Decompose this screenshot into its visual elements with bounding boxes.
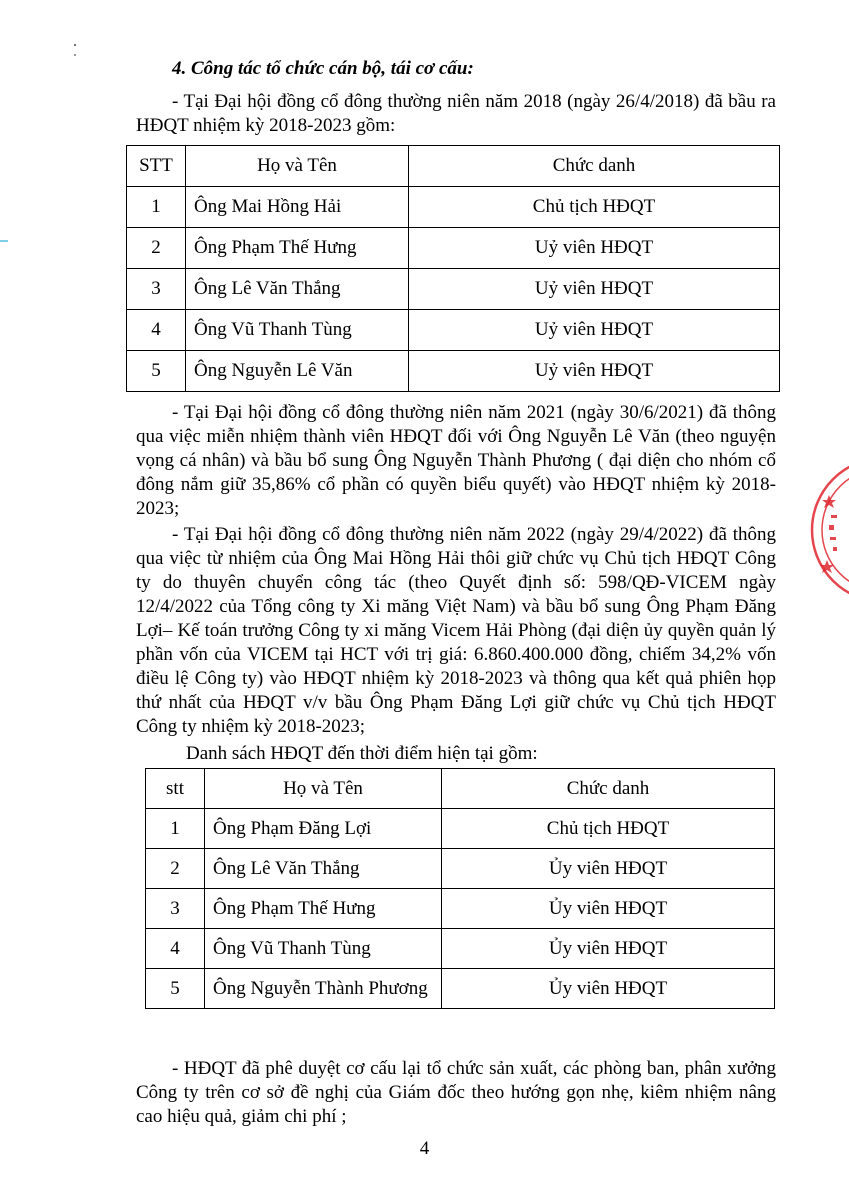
paragraph-2022-resignation: - Tại Đại hội đồng cổ đông thường niên năm 2022 (ngày 29/4/2022) đã thông qua việc từ nhiệm của Ông Mai Hồng Hải thôi giữ chức vụ Chủ tịch HĐQT Công ty do thuyên chuyển công tác (theo Quyết định số: 598/QĐ-VICEM ngày 12/4/2022 của Tổng công ty Xi măng Việt Nam) và bầu bổ sung Ông Phạm Đăng Lợi– Kế toán trưởng Công ty xi măng Vicem Hải Phòng (đại diện ủy quyền quản lý phần vốn của VICEM tại HCT với trị giá: 6.860.400.000 đồng, chiếm 34,2% vốn điều lệ Công ty) vào HĐQT nhiệm kỳ 2018-2023 và thông qua kết quả phiên họp thứ nhất của HĐQT v/v bầu Ông Phạm Đăng Lợi giữ chức vụ Chủ tịch HĐQT Công ty nhiệm kỳ 2018-2023; [136, 524, 776, 737]
table-row [127, 351, 780, 392]
cell-stt: 5 [146, 969, 205, 1009]
cell-title: Uỷ viên HĐQT [409, 228, 780, 269]
table-row [127, 269, 780, 310]
cell-stt: 1 [146, 809, 205, 849]
table-row [146, 809, 775, 849]
paragraph-restructuring: - HĐQT đã phê duyệt cơ cấu lại tổ chức sản xuất, các phòng ban, phân xưởng Công ty trên cơ sở đề nghị của Giám đốc theo hướng gọn nhẹ, kiêm nhiệm nâng cao hiệu quả, giảm chi phí ; [136, 1058, 776, 1127]
cell-name: Ông Vũ Thanh Tùng [205, 929, 442, 969]
scan-edge-mark [0, 240, 8, 242]
cell-name: Ông Nguyễn Thành Phương [205, 969, 442, 1009]
column-header-stt: STT [127, 146, 186, 187]
board-table-2018 [126, 145, 780, 392]
cell-title: Uỷ viên HĐQT [409, 269, 780, 310]
column-header-name: Họ và Tên [205, 769, 442, 809]
scan-speck [74, 44, 76, 58]
table-header-row [127, 146, 780, 187]
current-board-intro: Danh sách HĐQT đến thời điểm hiện tại gồm: [186, 743, 538, 764]
cell-stt: 4 [146, 929, 205, 969]
cell-title: Ủy viên HĐQT [442, 929, 775, 969]
board-table-current [145, 768, 775, 1009]
table-row [127, 310, 780, 351]
table-row [146, 889, 775, 929]
table-row [146, 929, 775, 969]
paragraph-2021-dismissal: - Tại Đại hội đồng cổ đông thường niên năm 2021 (ngày 30/6/2021) đã thông qua việc miễn nhiệm thành viên HĐQT đối với Ông Nguyễn Lê Văn (theo nguyện vọng cá nhân) và bầu bổ sung Ông Nguyễn Thành Phương ( đại diện cho nhóm cổ đông nắm giữ 35,86% cổ phần có quyền biểu quyết) vào HĐQT nhiệm kỳ 2018-2023; [136, 402, 776, 519]
cell-name: Ông Mai Hồng Hải [186, 187, 409, 228]
cell-stt: 5 [127, 351, 186, 392]
cell-name: Ông Phạm Thế Hưng [186, 228, 409, 269]
section-heading: 4. Công tác tổ chức cán bộ, tái cơ cấu: [172, 58, 474, 79]
cell-title: Ủy viên HĐQT [442, 969, 775, 1009]
cell-name: Ông Phạm Đăng Lợi [205, 809, 442, 849]
cell-stt: 3 [127, 269, 186, 310]
red-seal-stamp-icon [809, 455, 849, 605]
cell-name: Ông Lê Văn Thắng [186, 269, 409, 310]
cell-title: Chủ tịch HĐQT [442, 809, 775, 849]
table-row [127, 187, 780, 228]
cell-title: Ủy viên HĐQT [442, 889, 775, 929]
cell-stt: 3 [146, 889, 205, 929]
cell-title: Uỷ viên HĐQT [409, 351, 780, 392]
paragraph-2018-election: - Tại Đại hội đồng cổ đông thường niên năm 2018 (ngày 26/4/2018) đã bầu ra HĐQT nhiệm kỳ 2018-2023 gồm: [136, 91, 776, 136]
cell-stt: 1 [127, 187, 186, 228]
column-header-title: Chức danh [409, 146, 780, 187]
column-header-title: Chức danh [442, 769, 775, 809]
table-header-row [146, 769, 775, 809]
cell-title: Chủ tịch HĐQT [409, 187, 780, 228]
column-header-name: Họ và Tên [186, 146, 409, 187]
cell-stt: 4 [127, 310, 186, 351]
cell-name: Ông Vũ Thanh Tùng [186, 310, 409, 351]
cell-title: Uỷ viên HĐQT [409, 310, 780, 351]
column-header-stt: stt [146, 769, 205, 809]
cell-name: Ông Phạm Thế Hưng [205, 889, 442, 929]
table-row [146, 849, 775, 889]
cell-title: Ủy viên HĐQT [442, 849, 775, 889]
table-row [127, 228, 780, 269]
table-row [146, 969, 775, 1009]
cell-name: Ông Nguyễn Lê Văn [186, 351, 409, 392]
cell-stt: 2 [146, 849, 205, 889]
page-number: 4 [419, 1138, 430, 1159]
cell-stt: 2 [127, 228, 186, 269]
cell-name: Ông Lê Văn Thắng [205, 849, 442, 889]
